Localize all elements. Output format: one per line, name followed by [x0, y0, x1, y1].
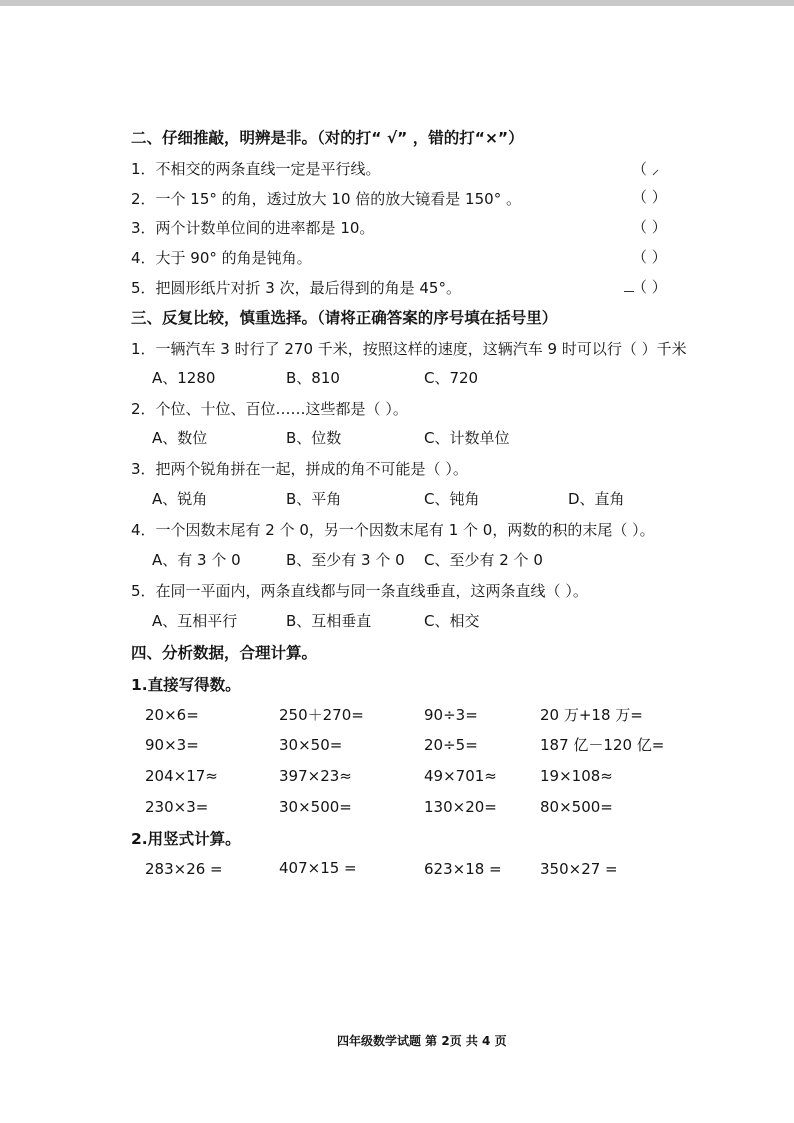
- direct-calc-title: 1.直接写得数。: [131, 676, 241, 694]
- q2-option-c[interactable]: C、计数单位: [424, 429, 510, 447]
- choice-question-2: 2．个位、十位、百位……这些都是（ ）。: [131, 400, 408, 418]
- section4-heading: 四、分析数据，合理计算。: [131, 644, 318, 662]
- answer-paren-2[interactable]: （ ）: [632, 188, 667, 206]
- q1-option-b[interactable]: B、810: [286, 369, 340, 387]
- vertical-calc-item: 623×18 =: [424, 860, 502, 878]
- vertical-calc-title: 2.用竖式计算。: [131, 830, 241, 848]
- choice-question-5: 5．在同一平面内，两条直线都与同一条直线垂直，这两条直线（ ）。: [131, 582, 588, 600]
- q1-option-a[interactable]: A、1280: [152, 369, 216, 387]
- q5-option-c[interactable]: C、相交: [424, 612, 480, 630]
- calc-item: 19×108≈: [540, 767, 613, 785]
- vertical-calc-item: 407×15 =: [279, 859, 357, 877]
- q3-option-c[interactable]: C、钝角: [424, 490, 480, 508]
- answer-paren-5[interactable]: （ ）: [632, 278, 667, 296]
- answer-paren-3[interactable]: （ ）: [632, 218, 667, 236]
- calc-item: 20×6=: [145, 706, 199, 724]
- calc-item: 230×3=: [145, 798, 209, 816]
- calc-item: 130×20=: [424, 798, 497, 816]
- q2-option-b[interactable]: B、位数: [286, 429, 342, 447]
- q4-option-c[interactable]: C、至少有 2 个 0: [424, 551, 543, 569]
- calc-item: 397×23≈: [279, 767, 352, 785]
- judge-item-1: 1．不相交的两条直线一定是平行线。: [131, 160, 381, 178]
- page-footer: 四年级数学试题 第 2页 共 4 页: [337, 1034, 507, 1048]
- calc-item: 80×500=: [540, 798, 613, 816]
- q4-option-b[interactable]: B、至少有 3 个 0: [286, 551, 405, 569]
- choice-question-1: 1．一辆汽车 3 时行了 270 千米，按照这样的速度，这辆汽车 9 时可以行（ ）千米: [131, 340, 687, 358]
- q3-option-a[interactable]: A、锐角: [152, 490, 208, 508]
- choice-question-3: 3．把两个锐角拼在一起，拼成的角不可能是（ ）。: [131, 460, 468, 478]
- vertical-calc-item: 350×27 =: [540, 860, 618, 878]
- q3-option-d[interactable]: D、直角: [568, 490, 625, 508]
- answer-paren-1[interactable]: （ ⸝: [632, 160, 660, 178]
- q2-option-a[interactable]: A、数位: [152, 429, 208, 447]
- section2-heading: 二、仔细推敲，明辨是非。（对的打“ √” ，错的打“×”）: [131, 129, 524, 147]
- answer-paren-4[interactable]: （ ）: [632, 248, 667, 266]
- judge-item-5: 5．把圆形纸片对折 3 次，最后得到的角是 45°。: [131, 279, 461, 297]
- q1-option-c[interactable]: C、720: [424, 369, 479, 387]
- choice-question-4: 4．一个因数末尾有 2 个 0，另一个因数末尾有 1 个 0，两数的积的末尾（ ）。: [131, 521, 655, 539]
- scan-top-border: [0, 0, 794, 6]
- q5-option-a[interactable]: A、互相平行: [152, 612, 238, 630]
- calc-item: 30×500=: [279, 798, 352, 816]
- judge-item-2: 2．一个 15° 的角，透过放大 10 倍的放大镜看是 150° 。: [131, 190, 521, 208]
- q3-option-b[interactable]: B、平角: [286, 490, 342, 508]
- section3-heading: 三、反复比较，慎重选择。（请将正确答案的序号填在括号里）: [131, 309, 558, 327]
- q4-option-a[interactable]: A、有 3 个 0: [152, 551, 241, 569]
- calc-item: 204×17≈: [145, 767, 218, 785]
- calc-item: 20÷5=: [424, 736, 478, 754]
- judge-item-3: 3．两个计数单位间的进率都是 10。: [131, 219, 375, 237]
- vertical-calc-item: 283×26 =: [145, 860, 223, 878]
- calc-item: 49×701≈: [424, 767, 497, 785]
- calc-item: 30×50=: [279, 736, 343, 754]
- calc-item: 90×3=: [145, 736, 199, 754]
- calc-item: 90÷3=: [424, 706, 478, 724]
- q5-option-b[interactable]: B、互相垂直: [286, 612, 372, 630]
- calc-item: 20 万+18 万=: [540, 706, 643, 724]
- calc-item: 187 亿－120 亿=: [540, 736, 665, 754]
- judge-item-4: 4．大于 90° 的角是钝角。: [131, 249, 312, 267]
- calc-item: 250＋270=: [279, 706, 364, 724]
